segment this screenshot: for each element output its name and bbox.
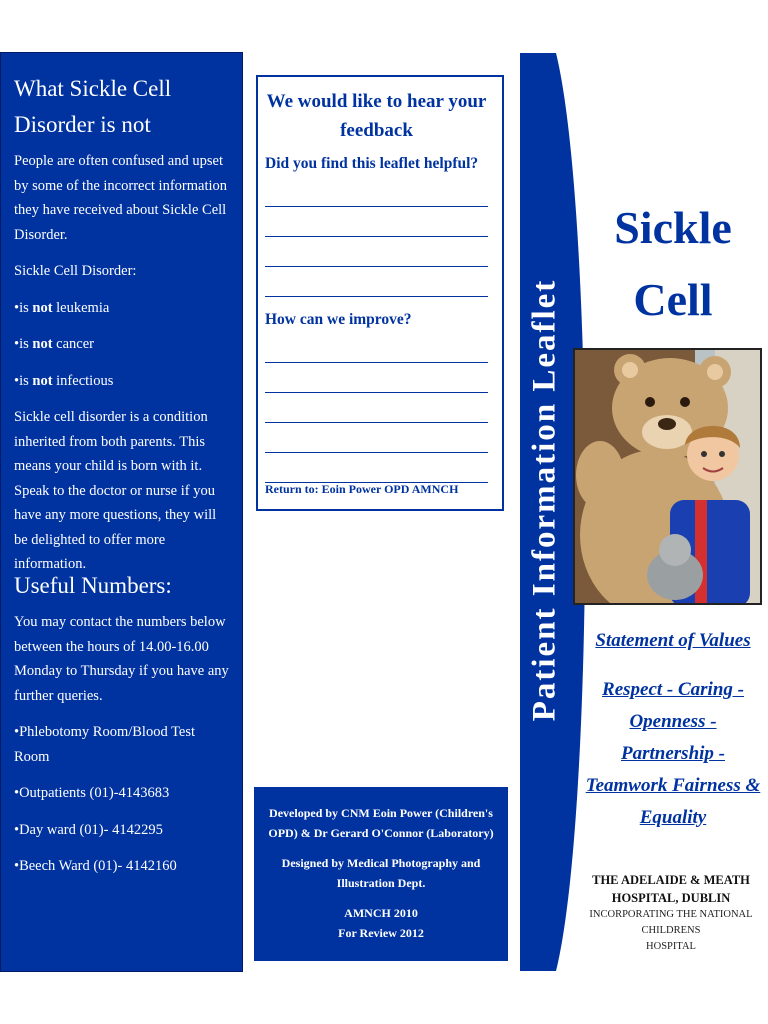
values-body: Respect - Caring - Openness - Partnership - Teamwork Fairness & Equality xyxy=(585,679,761,828)
credit-year: AMNCH 2010 For Review 2012 xyxy=(338,906,424,940)
return-address: Return to: Eoin Power OPD AMNCH xyxy=(265,482,459,496)
useful-numbers-section xyxy=(14,568,232,891)
answer-line[interactable] xyxy=(265,207,488,237)
list-label: Sickle Cell Disorder: xyxy=(14,263,137,279)
cover-photo xyxy=(573,348,762,605)
not-list xyxy=(14,296,232,394)
developed-by: Developed by CNM Eoin Power (Children's OPD) & Dr Gerard O'Connor (Laboratory) xyxy=(268,806,494,840)
left-panel xyxy=(0,52,243,972)
cover-title: Sickle Cell xyxy=(614,202,732,325)
bear-and-child-image xyxy=(575,350,762,605)
answer-line[interactable] xyxy=(265,423,488,453)
answer-line[interactable] xyxy=(265,393,488,423)
answer-line[interactable] xyxy=(265,237,488,267)
number-item: •Phlebotomy Room/Blood Test Room xyxy=(14,724,196,765)
number-item: •Day ward (01)- 4142295 xyxy=(14,821,163,838)
statement-of-values xyxy=(585,630,761,834)
not-heading: What Sickle Cell Disorder is not xyxy=(14,76,172,137)
answer-line[interactable] xyxy=(265,453,488,483)
number-item: •Beech Ward (01)- 4142160 xyxy=(14,858,177,874)
question-helpful: Did you find this leaflet helpful? xyxy=(265,155,479,172)
list-item: •is not cancer xyxy=(14,336,94,352)
list-item: •is not leukemia xyxy=(14,299,110,316)
answer-line[interactable] xyxy=(265,363,488,393)
useful-heading: Useful Numbers: xyxy=(14,573,172,598)
explanation-text: Sickle cell disorder is a condition inherited from both parents. This means your child is born with it. Speak to the doctor or nurse if you have any more questions, they will be delighted to offer more information. xyxy=(14,409,217,572)
answer-line[interactable] xyxy=(265,267,488,297)
values-heading: Statement of Values xyxy=(595,630,751,651)
designed-by: Designed by Medical Photography and Illustration Dept. xyxy=(281,856,481,890)
credits-box xyxy=(254,787,508,961)
feedback-heading: We would like to hear your feedback xyxy=(266,91,487,141)
intro-text: People are often confused and upset by some of the incorrect information they have received about Sickle Cell Disorder. xyxy=(14,153,228,243)
question-improve: How can we improve? xyxy=(265,311,412,328)
list-item: •is not infectious xyxy=(14,372,114,389)
feedback-box xyxy=(256,75,504,511)
number-item: •Outpatients (01)-4143683 xyxy=(14,785,170,801)
hospital-name: THE ADELAIDE & MEATH HOSPITAL, DUBLIN INCORPORATING THE NATIONAL CHILDRENS HOSPITAL xyxy=(589,873,753,952)
answer-line[interactable] xyxy=(265,177,488,207)
answer-line[interactable] xyxy=(265,333,488,363)
useful-intro: You may contact the numbers below between the hours of 14.00-16.00 Monday to Thursday if you have any further queries. xyxy=(14,614,229,704)
spine-title: Patient Information Leaflet xyxy=(526,278,563,722)
review-date: For Review 2012 xyxy=(338,926,424,940)
